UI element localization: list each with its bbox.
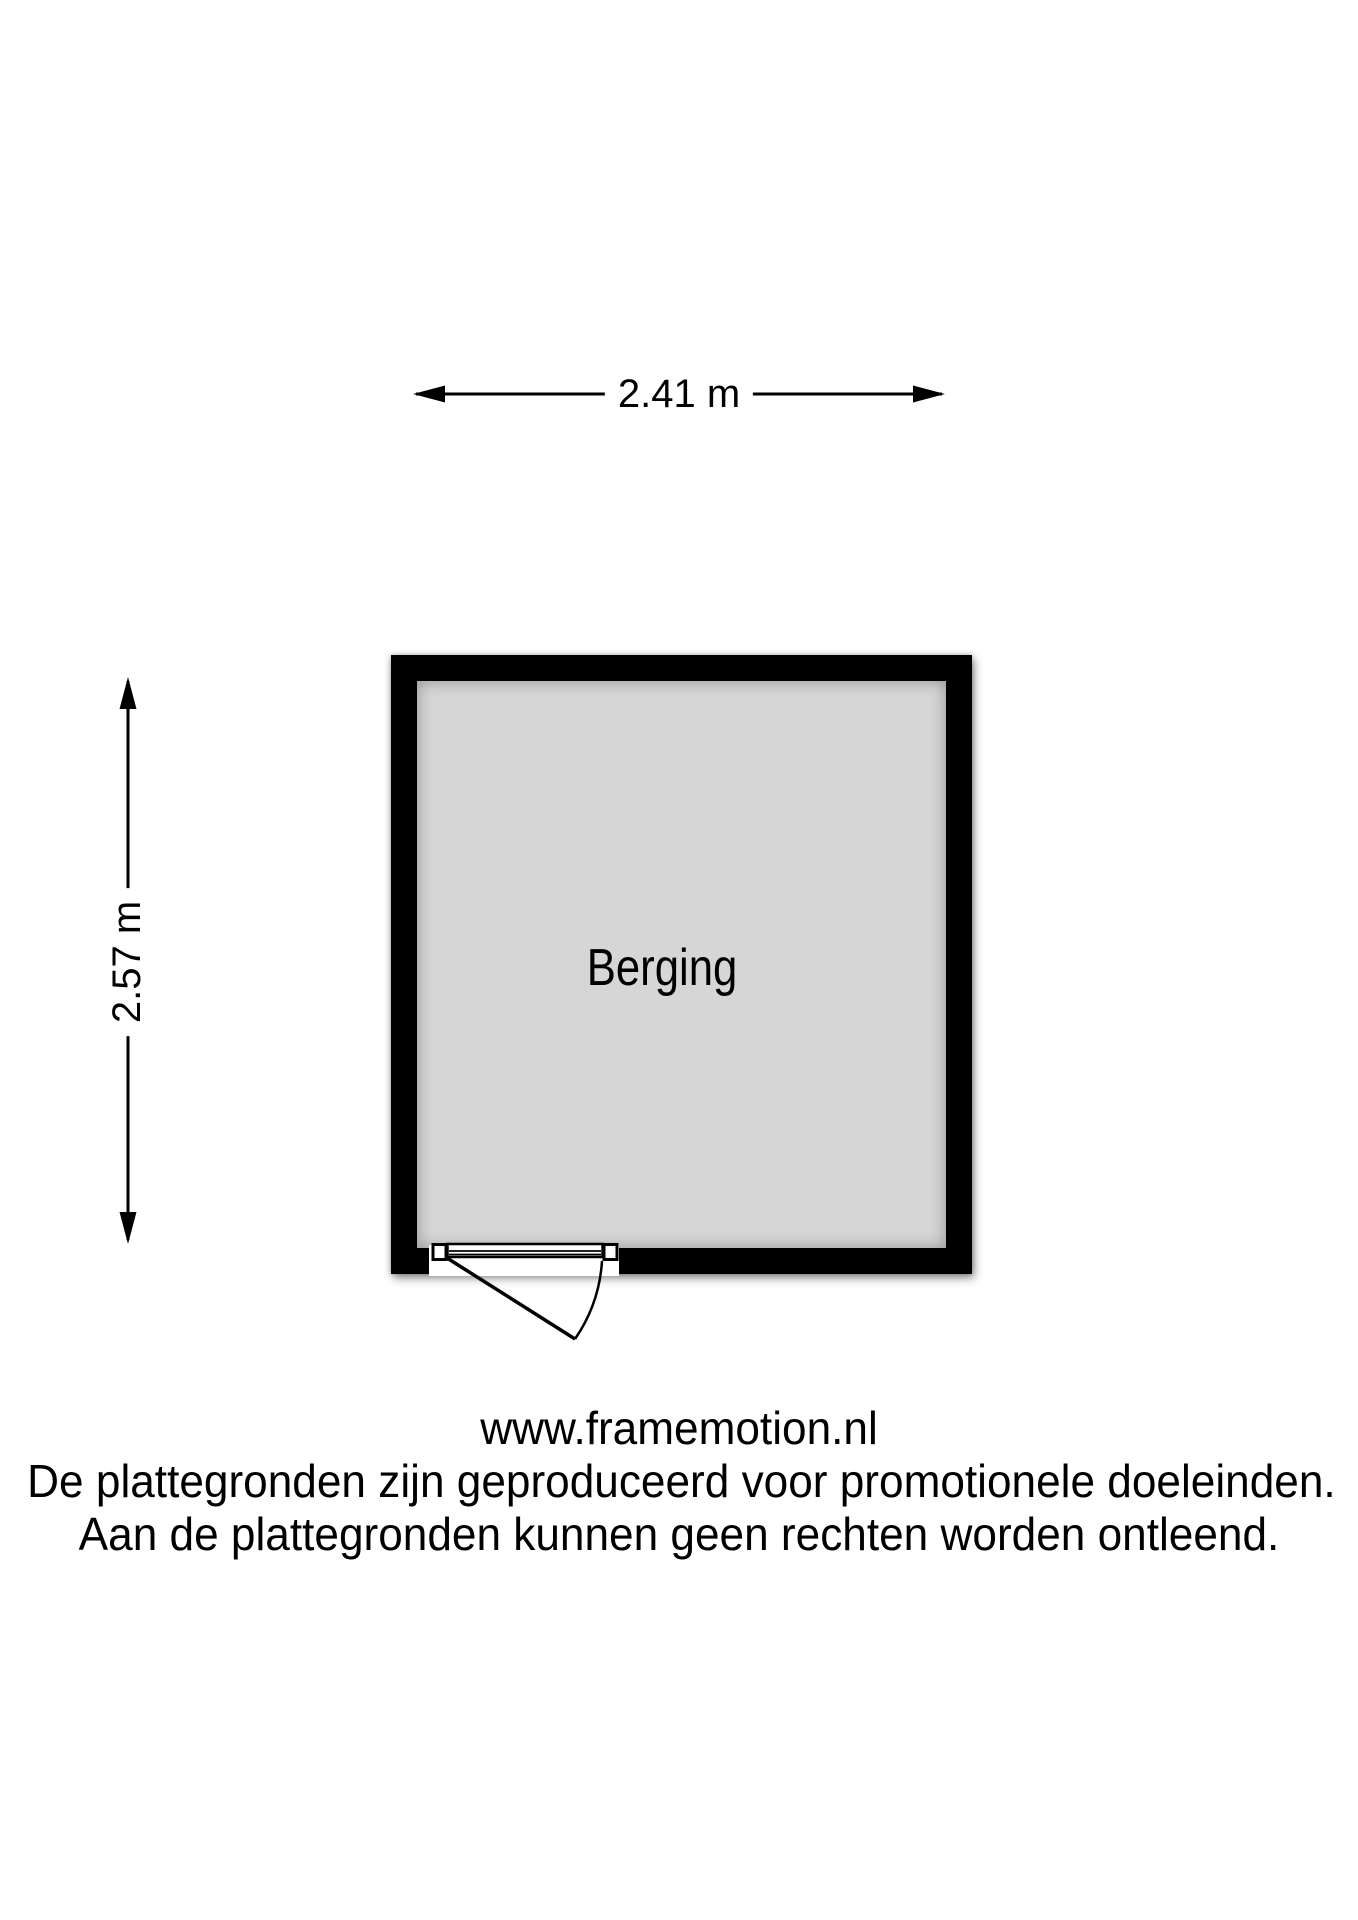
website-text: www.framemotion.nl xyxy=(480,1402,878,1454)
disclaimer-line-1: De plattegronden zijn geproduceerd voor promotionele doeleinden. xyxy=(27,1455,1336,1507)
door-jamb-right xyxy=(604,1245,617,1260)
disclaimer-line-2: Aan de plattegronden kunnen geen rechten worden ontleend. xyxy=(78,1508,1280,1560)
width-arrowhead-left-icon xyxy=(413,386,445,403)
room-label: Berging xyxy=(586,939,738,997)
height-dimension-label: 2.57 m xyxy=(103,888,151,1036)
width-arrowhead-right-icon xyxy=(913,386,945,403)
door-jamb-left xyxy=(433,1245,446,1260)
footer xyxy=(27,1402,1336,1561)
height-arrowhead-bottom-icon xyxy=(120,1212,137,1244)
door xyxy=(429,1244,619,1339)
height-arrowhead-top-icon xyxy=(120,677,137,709)
width-dimension-label: 2.41 m xyxy=(605,370,753,418)
